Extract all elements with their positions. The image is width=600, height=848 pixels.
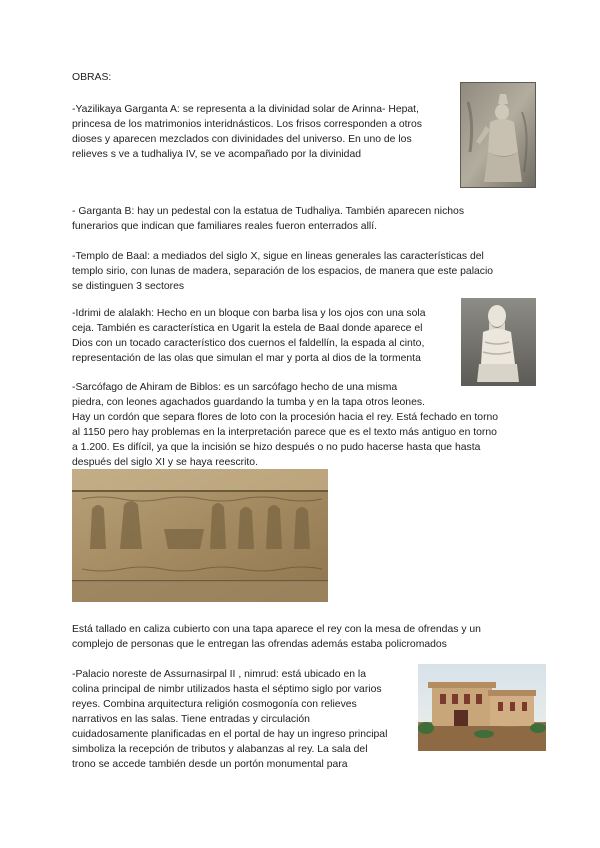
- text-line: narrativos en las salas. Tiene entradas y circulación: [72, 714, 310, 725]
- text-line: reyes. Combina arquitectura religión cosmogonía con relieves: [72, 699, 357, 710]
- text-line: complejo de personas que le entregan las ofrendas además estaba policromados: [72, 639, 447, 650]
- ahiram-sarcophagus-relief-photo: [72, 469, 328, 602]
- text-line: trono se accede también desde un portón monumental para: [72, 759, 348, 770]
- text-line: simboliza la recepción de tributos y alabanzas al rey. La sala del: [72, 744, 368, 755]
- text-line: cuidadosamente planificadas en el portal de hay un ingreso principal: [72, 729, 388, 740]
- text-line: -Templo de Baal: a mediados del siglo X, sigue en lineas generales las características del: [72, 251, 484, 262]
- text-line: al 1150 pero hay problemas en la interpretación parece que es el texto más antiguo en torno: [72, 427, 497, 438]
- text-line: templo sirio, con lunas de madera, separación de los espacios, de manera que este palacio: [72, 266, 494, 277]
- page-heading: OBRAS:: [72, 72, 112, 83]
- text-line: después del siglo XI y se haya reescrito.: [72, 457, 258, 468]
- idrimi-statue-photo: [461, 298, 536, 386]
- text-line: -Yazilikaya Garganta A: se representa a la divinidad solar de Arinna- Hepat,: [72, 104, 419, 115]
- text-line: dioses y aparecen mezclados con divinidades del universo. En uno de los: [72, 134, 412, 145]
- text-line: Dios con un tocado característico dos cuernos el faldellín, la espada al cinto,: [72, 338, 425, 349]
- text-line: princesa de los matrimonios interidnásticos. Los frisos corresponden a otros: [72, 119, 422, 130]
- text-line: colina principal de nimbr utilizados hasta el séptimo siglo por varios: [72, 684, 382, 695]
- text-line: -Sarcófago de Ahiram de Biblos: es un sarcófago hecho de una misma: [72, 382, 398, 393]
- text-line: piedra, con leones agachados guardando la tumba y en la tapa otros leones.: [72, 397, 425, 408]
- text-line: se distinguen 3 sectores: [72, 281, 185, 292]
- text-line: a 1.200. Es difícil, ya que la incisión se hizo después o no pudo hacerse hasta que hasta: [72, 442, 481, 453]
- text-line: Está tallado en caliza cubierto con una tapa aparece el rey con la mesa de ofrendas y un: [72, 624, 481, 635]
- text-line: funerarios que indican que familiares reales fueron enterrados allí.: [72, 221, 377, 232]
- text-line: -Palacio noreste de Assurnasirpal II , nimrud: está ubicado en la: [72, 669, 366, 680]
- text-line: -Idrimi de alalakh: Hecho en un bloque con barba lisa y los ojos con una sola: [72, 308, 426, 319]
- text-line: ceja. También es característica en Ugarit la estela de Baal donde aparece el: [72, 323, 423, 334]
- nimrud-palace-reconstruction-photo: [418, 664, 546, 751]
- text-line: Hay un cordón que separa flores de loto con la procesión hacia el rey. Está fechado en torno: [72, 412, 499, 423]
- text-line: relieves s ve a tudhaliya IV, se ve acompañado por la divinidad: [72, 149, 361, 160]
- relief-goddess-photo: [460, 82, 536, 188]
- text-line: - Garganta B: hay un pedestal con la estatua de Tudhaliya. También aparecen nichos: [72, 206, 465, 217]
- text-line: representación de las olas que simulan el mar y porta al dios de la tormenta: [72, 353, 421, 364]
